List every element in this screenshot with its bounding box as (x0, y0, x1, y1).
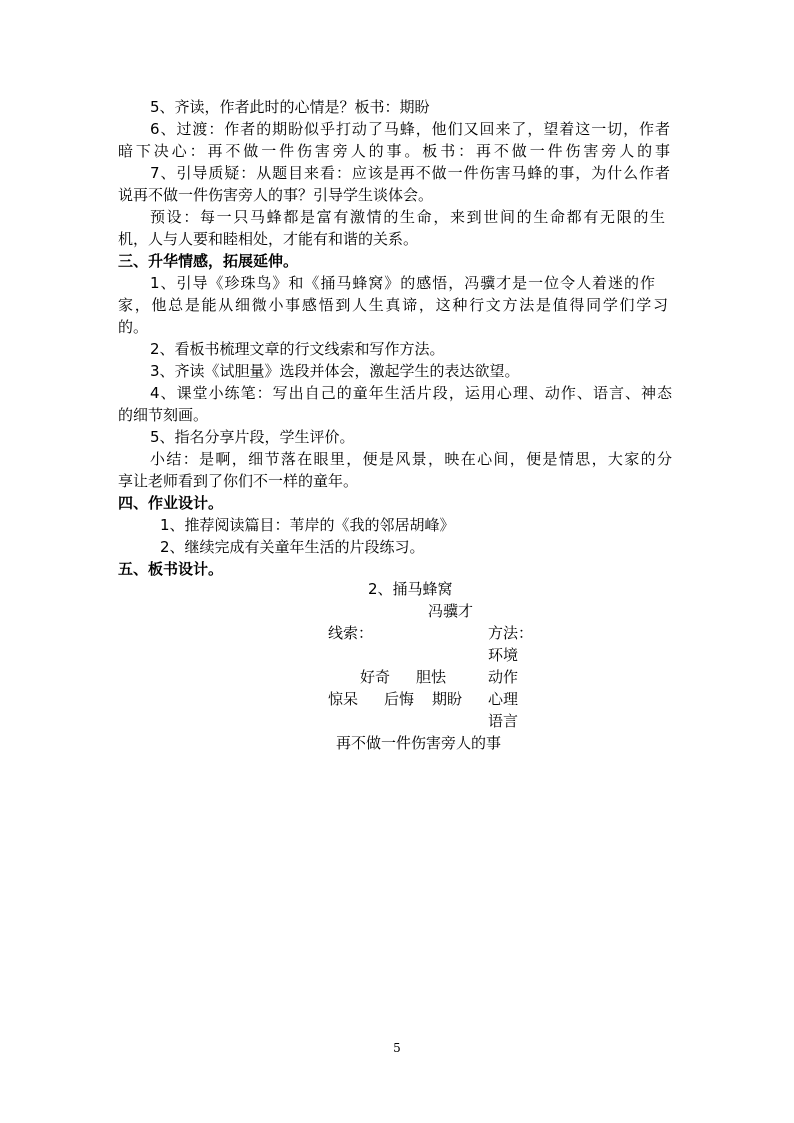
paragraph-line: 2、看板书梳理文章的行文线索和写作方法。 (150, 340, 445, 358)
section-heading: 五、板书设计。 (118, 560, 224, 578)
paragraph-line: 2、继续完成有关童年生活的片段练习。 (160, 538, 425, 556)
paragraph-line: 家，他总是能从细微小事感悟到人生真谛，这种行文方法是值得同学们学习 (118, 296, 668, 314)
paragraph-line: 小结：是啊，细节落在眼里，便是风景，映在心间，便是情思，大家的分 (150, 450, 672, 468)
board-clue: 好奇 (360, 668, 391, 686)
board-method: 心理 (488, 690, 519, 708)
board-clue: 胆怯 (416, 668, 447, 686)
paragraph-line: 5、指名分享片段，学生评价。 (150, 428, 355, 446)
paragraph-line: 6、过渡：作者的期盼似乎打动了马蜂，他们又回来了，望着这一切，作者 (150, 120, 670, 138)
paragraph-line: 4、课堂小练笔：写出自己的童年生活片段，运用心理、动作、语言、神态 (150, 384, 672, 402)
board-clue: 期盼 (432, 690, 463, 708)
section-heading: 三、升华情感，拓展延伸。 (118, 252, 299, 270)
paragraph-line: 5、齐读，作者此时的心情是？板书：期盼 (150, 98, 430, 116)
board-method: 动作 (488, 668, 519, 686)
board-conclusion: 再不做一件伤害旁人的事 (336, 734, 502, 752)
paragraph-line: 暗下决心：再不做一件伤害旁人的事。板书：再不做一件伤害旁人的事 (118, 142, 670, 160)
paragraph-line: 的。 (118, 318, 149, 336)
paragraph-line: 7、引导质疑：从题目来看：应该是再不做一件伤害马蜂的事，为什么作者 (150, 164, 670, 182)
paragraph-line: 1、引导《珍珠鸟》和《捅马蜂窝》的感悟，冯骥才是一位令人着迷的作 (150, 274, 655, 292)
board-author: 冯骥才 (428, 602, 474, 620)
board-method-label: 方法： (488, 624, 534, 642)
paragraph-line: 机，人与人要和睦相处，才能有和谐的关系。 (118, 230, 419, 248)
board-clue: 惊呆 (328, 690, 359, 708)
paragraph-line: 享让老师看到了你们不一样的童年。 (118, 472, 359, 490)
board-clue: 后悔 (384, 690, 415, 708)
board-method: 语言 (488, 712, 519, 730)
board-title: 2、捅马蜂窝 (368, 580, 453, 598)
paragraph-line: 说再不做一件伤害旁人的事？引导学生谈体会。 (118, 186, 434, 204)
page-number: 5 (393, 1041, 401, 1055)
paragraph-line: 3、齐读《试胆量》选段并体会，激起学生的表达欲望。 (150, 362, 520, 380)
section-heading: 四、作业设计。 (118, 494, 224, 512)
board-clue-label: 线索： (328, 624, 374, 642)
paragraph-line: 的细节刻画。 (118, 406, 209, 424)
paragraph-line: 1、推荐阅读篇目：苇岸的《我的邻居胡峰》 (160, 516, 455, 534)
paragraph-line: 预设：每一只马蜂都是富有激情的生命，来到世间的生命都有无限的生 (150, 208, 665, 226)
board-method: 环境 (488, 646, 519, 664)
